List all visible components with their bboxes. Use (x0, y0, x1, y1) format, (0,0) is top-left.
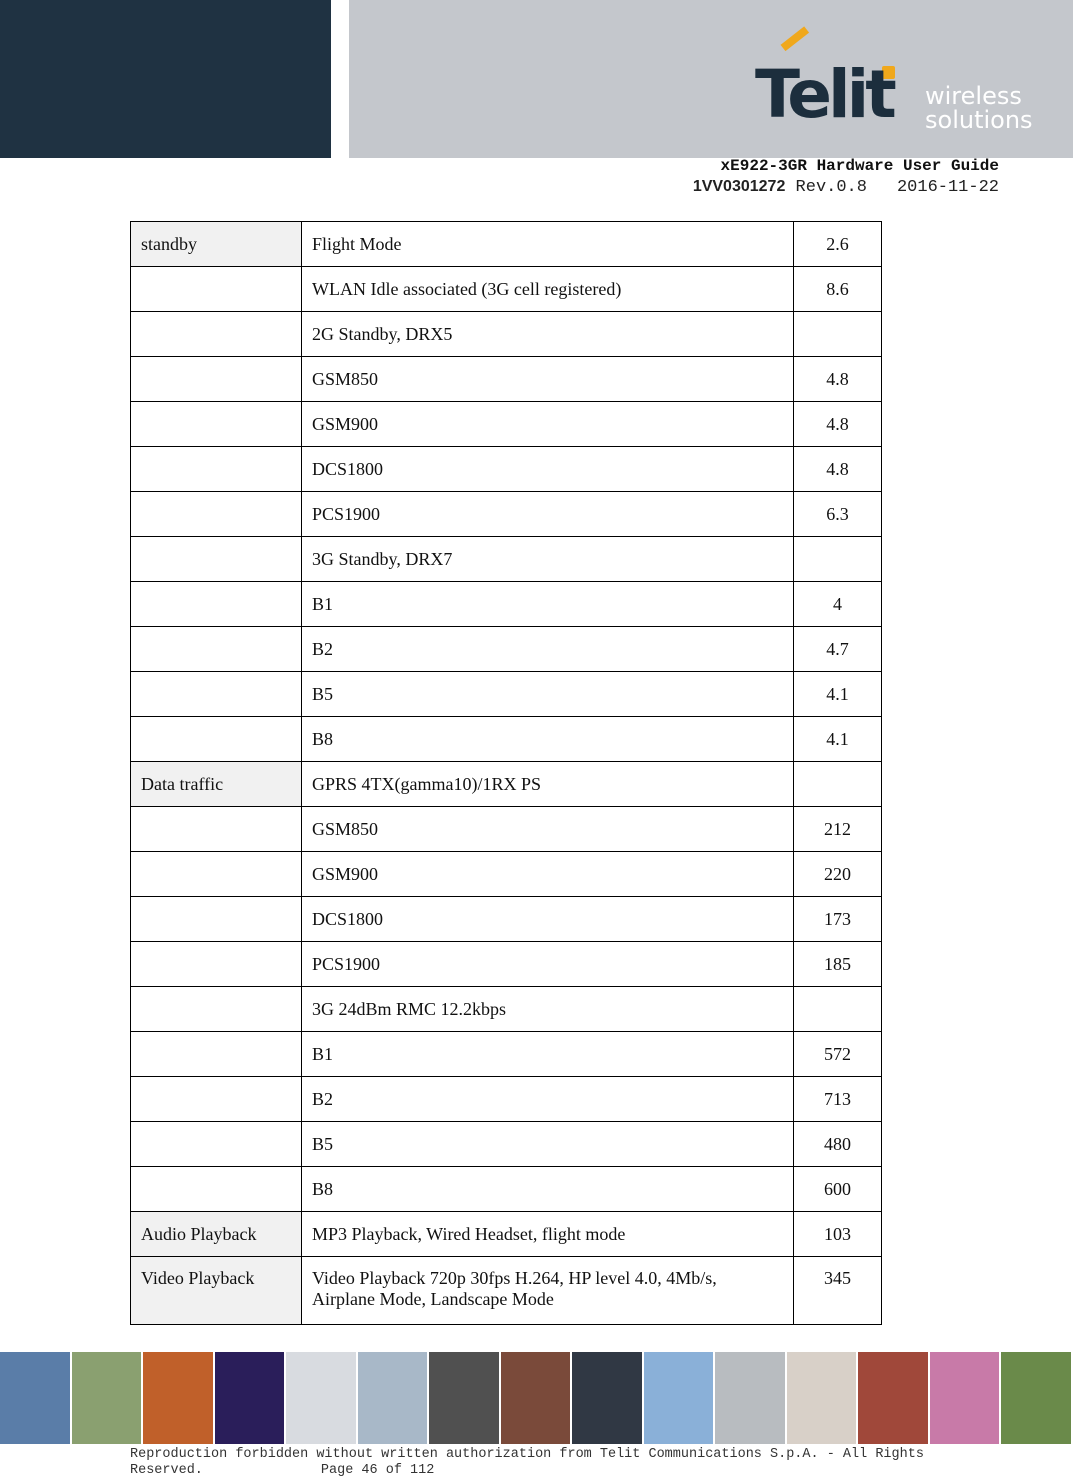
current-value-cell: 212 (794, 807, 882, 852)
document-date: 2016-11-22 (896, 178, 999, 197)
current-value-cell: 480 (794, 1122, 882, 1167)
current-value-cell: 173 (794, 897, 882, 942)
mode-cell (131, 357, 302, 402)
photo-printing (930, 1352, 1002, 1444)
condition-cell: DCS1800 (302, 897, 794, 942)
photo-phone-booth (72, 1352, 144, 1444)
photo-camera (1001, 1352, 1073, 1444)
current-value-cell: 713 (794, 1077, 882, 1122)
table-row (131, 1122, 882, 1167)
document-revision: Rev.0.8 (795, 178, 867, 197)
current-value-cell: 103 (794, 1212, 882, 1257)
current-value-cell (794, 987, 882, 1032)
condition-cell: Video Playback 720p 30fps H.264, HP level 4.0, 4Mb/s, Airplane Mode, Landscape Mode (302, 1257, 794, 1325)
photo-laser (787, 1352, 859, 1444)
condition-cell: B8 (302, 1167, 794, 1212)
table-row (131, 627, 882, 672)
photo-device (429, 1352, 501, 1444)
current-value-cell: 220 (794, 852, 882, 897)
table-row (131, 267, 882, 312)
photo-atm (572, 1352, 644, 1444)
condition-cell: PCS1900 (302, 942, 794, 987)
current-value-cell: 4 (794, 582, 882, 627)
current-value-cell: 8.6 (794, 267, 882, 312)
photo-meter (715, 1352, 787, 1444)
mode-cell (131, 1167, 302, 1212)
condition-cell: Flight Mode (302, 222, 794, 267)
current-value-cell: 600 (794, 1167, 882, 1212)
current-value-cell: 345 (794, 1257, 882, 1325)
mode-cell: standby (131, 222, 302, 267)
mode-cell (131, 672, 302, 717)
condition-cell: WLAN Idle associated (3G cell registered) (302, 267, 794, 312)
mode-cell: Audio Playback (131, 1212, 302, 1257)
page-number: Page 46 of 112 (320, 1463, 435, 1478)
table-row (131, 582, 882, 627)
table-row (131, 807, 882, 852)
table-row (131, 1167, 882, 1212)
footer-line2: Reserved. (130, 1463, 203, 1478)
footer-line1: Reproduction forbidden without written authorization from Telit Communications S.p.A. - All Rights (130, 1447, 924, 1462)
mode-cell (131, 1077, 302, 1122)
logo-tagline (925, 84, 1033, 132)
condition-cell: B1 (302, 582, 794, 627)
table-row (131, 492, 882, 537)
condition-cell: B1 (302, 1032, 794, 1077)
current-value-cell: 6.3 (794, 492, 882, 537)
photo-traffic (0, 1352, 72, 1444)
condition-cell: B5 (302, 1122, 794, 1167)
mode-cell: Video Playback (131, 1257, 302, 1325)
mode-cell (131, 537, 302, 582)
table-row (131, 1212, 882, 1257)
photo-departure-board (215, 1352, 287, 1444)
table-row (131, 852, 882, 897)
table-row (131, 312, 882, 357)
footer-copyright (130, 1447, 924, 1479)
mode-cell (131, 447, 302, 492)
condition-cell: PCS1900 (302, 492, 794, 537)
table-row (131, 942, 882, 987)
mode-cell (131, 1032, 302, 1077)
footer-photo-strip (0, 1352, 1073, 1444)
mode-cell (131, 897, 302, 942)
mode-cell: Data traffic (131, 762, 302, 807)
logo-wordmark: Telit (755, 56, 893, 133)
current-value-cell: 4.1 (794, 717, 882, 762)
condition-cell: GSM850 (302, 807, 794, 852)
photo-train (858, 1352, 930, 1444)
condition-cell: 2G Standby, DRX5 (302, 312, 794, 357)
condition-cell: B5 (302, 672, 794, 717)
mode-cell (131, 942, 302, 987)
table-row (131, 1077, 882, 1122)
document-revision-line (693, 178, 999, 197)
telit-logo (755, 44, 1045, 140)
current-value-cell: 4.8 (794, 357, 882, 402)
mode-cell (131, 312, 302, 357)
logo-tagline-line1: wireless (925, 82, 1022, 110)
table-row (131, 987, 882, 1032)
table-row (131, 402, 882, 447)
photo-cyclist (358, 1352, 430, 1444)
condition-cell: GSM900 (302, 852, 794, 897)
current-value-cell: 4.1 (794, 672, 882, 717)
condition-cell: B2 (302, 1077, 794, 1122)
mode-cell (131, 987, 302, 1032)
mode-cell (131, 267, 302, 312)
condition-cell: DCS1800 (302, 447, 794, 492)
table-row (131, 717, 882, 762)
current-value-cell: 4.8 (794, 447, 882, 492)
condition-cell: MP3 Playback, Wired Headset, flight mode (302, 1212, 794, 1257)
current-value-cell: 4.7 (794, 627, 882, 672)
mode-cell (131, 1122, 302, 1167)
current-value-cell (794, 762, 882, 807)
photo-containers (143, 1352, 215, 1444)
table-row (131, 672, 882, 717)
condition-cell: B2 (302, 627, 794, 672)
header-dark-panel (0, 0, 331, 158)
table-row (131, 1032, 882, 1077)
table-row (131, 447, 882, 492)
condition-cell: B8 (302, 717, 794, 762)
document-title: xE922-3GR Hardware User Guide (720, 157, 999, 175)
current-value-cell (794, 312, 882, 357)
condition-cell: 3G Standby, DRX7 (302, 537, 794, 582)
current-value-cell: 572 (794, 1032, 882, 1077)
mode-cell (131, 717, 302, 762)
condition-cell: GSM850 (302, 357, 794, 402)
photo-vending (501, 1352, 573, 1444)
photo-wind-turbines (644, 1352, 716, 1444)
mode-cell (131, 492, 302, 537)
document-code: 1VV0301272 (692, 178, 786, 195)
table-row (131, 222, 882, 267)
mode-cell (131, 627, 302, 672)
table-row (131, 357, 882, 402)
power-consumption-table (130, 221, 882, 1325)
table-row (131, 537, 882, 582)
current-value-cell: 2.6 (794, 222, 882, 267)
table-row (131, 1257, 882, 1325)
condition-cell: GSM900 (302, 402, 794, 447)
logo-tagline-line2: solutions (925, 106, 1033, 134)
current-value-cell: 4.8 (794, 402, 882, 447)
mode-cell (131, 852, 302, 897)
mode-cell (131, 807, 302, 852)
current-value-cell: 185 (794, 942, 882, 987)
condition-cell: 3G 24dBm RMC 12.2kbps (302, 987, 794, 1032)
current-value-cell (794, 537, 882, 582)
mode-cell (131, 402, 302, 447)
mode-cell (131, 582, 302, 627)
table-row (131, 762, 882, 807)
photo-keyboard (286, 1352, 358, 1444)
table-row (131, 897, 882, 942)
condition-cell: GPRS 4TX(gamma10)/1RX PS (302, 762, 794, 807)
